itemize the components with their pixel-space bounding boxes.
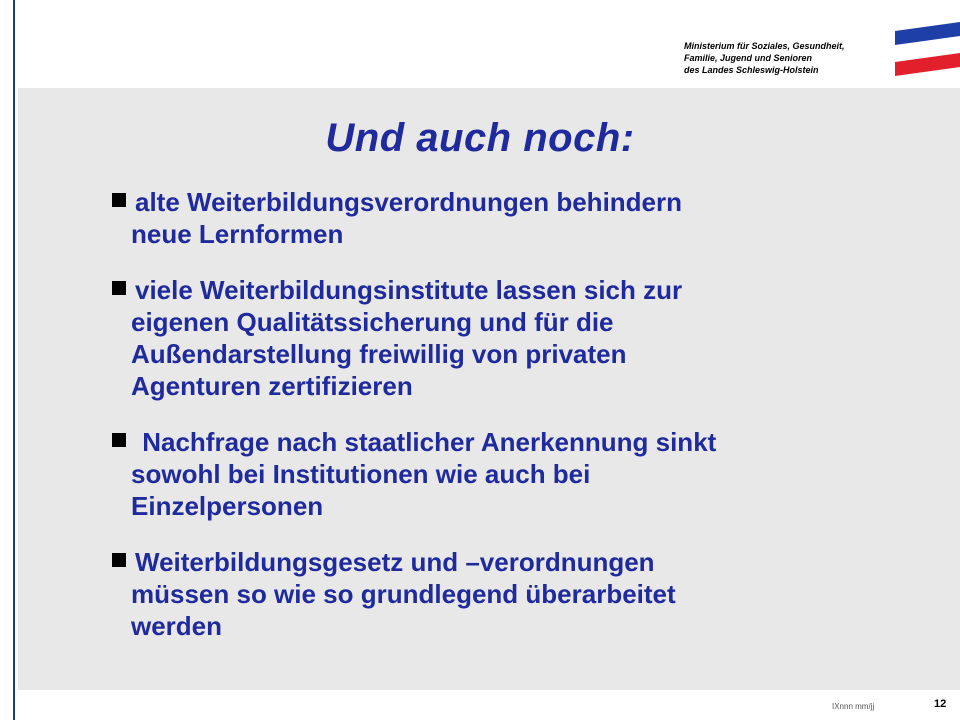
square-bullet-icon	[112, 433, 126, 447]
bullet-item	[112, 546, 902, 642]
bullet-text	[131, 546, 676, 642]
footer-code: IXnnn mm/jj	[832, 702, 875, 711]
ministry-line-3: des Landes Schleswig-Holstein	[684, 65, 819, 75]
bullet-line: viele Weiterbildungsinstitute lassen sich zur	[135, 275, 683, 305]
bullet-text	[131, 426, 717, 522]
slide-title: Und auch noch:	[325, 116, 635, 160]
bullet-item	[112, 186, 902, 250]
bullet-text	[131, 274, 683, 402]
bullet-line: neue Lernformen	[131, 219, 344, 249]
bullet-line: Einzelpersonen	[131, 491, 324, 521]
bullet-line: werden	[131, 611, 223, 641]
ministry-line-1: Ministerium für Soziales, Gesundheit,	[684, 41, 845, 51]
bullet-item	[112, 426, 902, 522]
bullet-line: Nachfrage nach staatlicher Anerkennung sinkt	[135, 427, 717, 457]
square-bullet-icon	[112, 553, 126, 567]
page-number: 12	[934, 698, 947, 710]
bullet-line: Agenturen zertifizieren	[131, 371, 413, 401]
state-flag-logo-icon	[895, 22, 960, 78]
bullet-list	[112, 186, 902, 666]
square-bullet-icon	[112, 281, 126, 295]
ministry-header	[684, 40, 845, 76]
bullet-line: Außendarstellung freiwillig von privaten	[131, 339, 627, 369]
bullet-line: Weiterbildungsgesetz und –verordnungen	[135, 547, 655, 577]
bullet-line: eigenen Qualitätssicherung und für die	[131, 307, 614, 337]
left-border-line	[13, 0, 15, 720]
bullet-text	[131, 186, 683, 250]
ministry-line-2: Familie, Jugend und Senioren	[684, 53, 813, 63]
bullet-line: müssen so wie so grundlegend überarbeitet	[131, 579, 676, 609]
square-bullet-icon	[112, 193, 126, 207]
bullet-line: sowohl bei Institutionen wie auch bei	[131, 459, 591, 489]
bullet-item	[112, 274, 902, 402]
bullet-line: alte Weiterbildungsverordnungen behindern	[135, 187, 683, 217]
